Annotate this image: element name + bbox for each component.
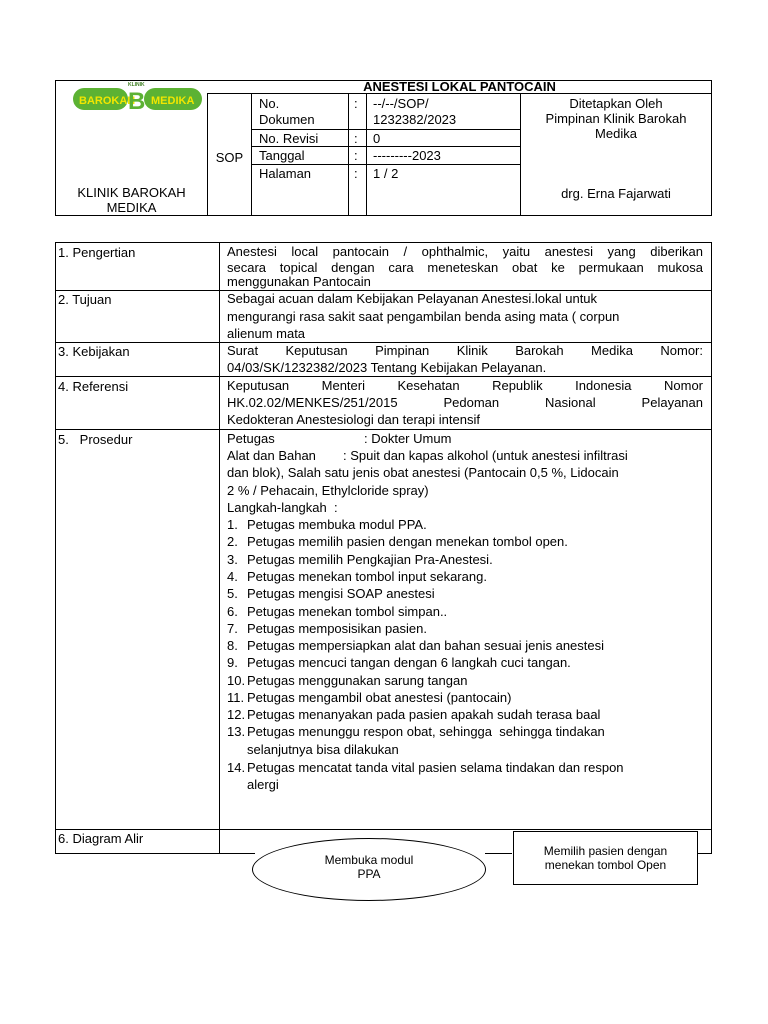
- revision-label: No. Revisi: [259, 131, 319, 146]
- page-value: 1 / 2: [373, 166, 399, 181]
- clinic-name-line2: MEDIKA: [106, 200, 157, 215]
- procedure-step: [227, 533, 568, 550]
- kebijakan-line-1: Surat Keputusan Pimpinan Klinik Barokah Medika Nomor:: [227, 343, 703, 358]
- step-number: 4.: [227, 569, 238, 584]
- section-label-kebijakan: 3. Kebijakan: [58, 344, 130, 359]
- pengertian-line-3: menggunakan Pantocain: [227, 274, 371, 289]
- approval-line3: Medika: [595, 126, 637, 141]
- step-text: Petugas menggunakan sarung tangan: [247, 673, 468, 688]
- alat-line-2: dan blok), Salah satu jenis obat anestesi (Pantocain 0,5 %, Lidocain: [227, 465, 619, 480]
- procedure-step: [227, 620, 427, 637]
- date-label: Tanggal: [259, 148, 305, 163]
- page-colon: :: [354, 166, 358, 181]
- step-number: 14.: [227, 760, 246, 775]
- referensi-line-3: Kedokteran Anestesiologi dan terapi intensif: [227, 412, 480, 427]
- alat-value: : Spuit dan kapas alkohol (untuk anestesi infiltrasi: [343, 448, 628, 463]
- date-value: ---------2023: [373, 148, 441, 163]
- step-text: Petugas memilih pasien dengan menekan tombol open.: [247, 534, 568, 549]
- step-number: 7.: [227, 621, 238, 636]
- petugas-value: : Dokter Umum: [364, 431, 452, 446]
- procedure-step: [227, 568, 487, 585]
- section-label-diagram: 6. Diagram Alir: [58, 831, 144, 846]
- sop-label: SOP: [215, 150, 244, 165]
- doc-number-label-2: Dokumen: [259, 112, 315, 127]
- flow-step-line2: menekan tombol Open: [544, 858, 667, 872]
- revision-colon: :: [354, 131, 358, 146]
- flow-step-line1: Memilih pasien dengan: [543, 844, 668, 858]
- flow-start-line1: Membuka modul: [324, 853, 414, 867]
- procedure-step: [227, 672, 467, 689]
- step-number: 5.: [227, 586, 238, 601]
- step-text: Petugas menekan tombol simpan..: [247, 604, 448, 619]
- step-text: Petugas mempersiapkan alat dan bahan sesuai jenis anestesi: [247, 638, 605, 653]
- procedure-step: [227, 654, 571, 671]
- step-number: 2.: [227, 534, 238, 549]
- step-text: Petugas mengambil obat anestesi (pantocain): [247, 690, 512, 705]
- page-label: Halaman: [259, 166, 312, 181]
- revision-value: 0: [373, 131, 381, 146]
- step-text: Petugas membuka modul PPA.: [247, 517, 427, 532]
- step-number: 1.: [227, 517, 238, 532]
- steps-heading: Langkah-langkah :: [227, 500, 338, 515]
- step-number: 10.: [227, 673, 246, 688]
- kebijakan-line-2: 04/03/SK/1232382/2023 Tentang Kebijakan Pelayanan.: [227, 360, 547, 375]
- procedure-step: [227, 551, 493, 568]
- date-colon: :: [354, 148, 358, 163]
- alat-line-3: 2 % / Pehacain, Ethylcloride spray): [227, 483, 429, 498]
- logo-mark: B: [128, 88, 146, 114]
- logo-right-text: MEDIKA: [151, 95, 195, 107]
- procedure-step: [227, 689, 512, 706]
- section-label-pengertian: 1. Pengertian: [58, 245, 136, 260]
- clinic-logo: [72, 78, 204, 114]
- procedure-step: [227, 637, 604, 654]
- logo-top-text: KLINIK: [128, 82, 145, 88]
- step-text: Petugas menekan tombol input sekarang.: [247, 569, 487, 584]
- doc-number-label-1: No.: [259, 96, 280, 111]
- clinic-name-line1: KLINIK BAROKAH: [77, 185, 186, 200]
- step-number: 8.: [227, 638, 238, 653]
- referensi-line-2: HK.02.02/MENKES/251/2015 Pedoman Nasional Pelayanan: [227, 395, 703, 410]
- step-text: Petugas memilih Pengkajian Pra-Anestesi.: [247, 552, 493, 567]
- step-text: Petugas menunggu respon obat, sehingga sehingga tindakan: [247, 724, 605, 739]
- doc-number-value-2: 1232382/2023: [373, 112, 457, 127]
- step-number: 12.: [227, 707, 246, 722]
- signer-name: drg. Erna Fajarwati: [561, 186, 671, 201]
- referensi-line-1: Keputusan Menteri Kesehatan Republik Indonesia Nomor: [227, 378, 703, 393]
- procedure-step-continuation: alergi: [247, 777, 279, 792]
- step-text: Petugas menanyakan pada pasien apakah sudah terasa baal: [247, 707, 601, 722]
- step-number: 3.: [227, 552, 238, 567]
- procedure-step: [227, 603, 447, 620]
- doc-number-colon: :: [354, 96, 358, 111]
- section-label-prosedur: 5. Prosedur: [58, 432, 133, 447]
- flow-step-box: [513, 831, 698, 885]
- tujuan-line-3: alienum mata: [227, 326, 306, 341]
- approval-line2: Pimpinan Klinik Barokah: [545, 111, 687, 126]
- flow-start-oval: [252, 838, 486, 901]
- tujuan-line-2: mengurangi rasa sakit saat pengambilan benda asing mata ( corpun: [227, 309, 620, 324]
- approval-line1: Ditetapkan Oleh: [569, 96, 663, 111]
- step-number: 6.: [227, 604, 238, 619]
- section-label-tujuan: 2. Tujuan: [58, 292, 112, 307]
- step-number: 13.: [227, 724, 246, 739]
- step-text: Petugas mencatat tanda vital pasien selama tindakan dan respon: [247, 760, 624, 775]
- step-text: Petugas memposisikan pasien.: [247, 621, 427, 636]
- procedure-step: [227, 723, 605, 740]
- flow-start-line2: PPA: [357, 867, 381, 881]
- procedure-step: [227, 706, 600, 723]
- step-text: Petugas mencuci tangan dengan 6 langkah cuci tangan.: [247, 655, 571, 670]
- procedure-step-continuation: selanjutnya bisa dilakukan: [247, 742, 399, 757]
- pengertian-line-1: Anestesi local pantocain / ophthalmic, yaitu anestesi yang diberikan: [227, 244, 703, 259]
- step-number: 9.: [227, 655, 238, 670]
- pengertian-line-2: secara topical dengan cara meneteskan obat ke permukaan mukosa: [227, 260, 703, 275]
- petugas-label: Petugas: [227, 431, 275, 446]
- procedure-step: [227, 759, 624, 776]
- step-text: Petugas mengisi SOAP anestesi: [247, 586, 435, 601]
- step-number: 11.: [227, 690, 245, 705]
- doc-number-value-1: --/--/SOP/: [373, 96, 429, 111]
- procedure-step: [227, 585, 435, 602]
- document-title: ANESTESI LOKAL PANTOCAIN: [363, 79, 556, 94]
- tujuan-line-1: Sebagai acuan dalam Kebijakan Pelayanan Anestesi.lokal untuk: [227, 291, 598, 306]
- alat-label: Alat dan Bahan: [227, 448, 316, 463]
- section-label-referensi: 4. Referensi: [58, 379, 129, 394]
- procedure-step: [227, 516, 427, 533]
- logo-left-text: BAROKAH: [79, 95, 136, 107]
